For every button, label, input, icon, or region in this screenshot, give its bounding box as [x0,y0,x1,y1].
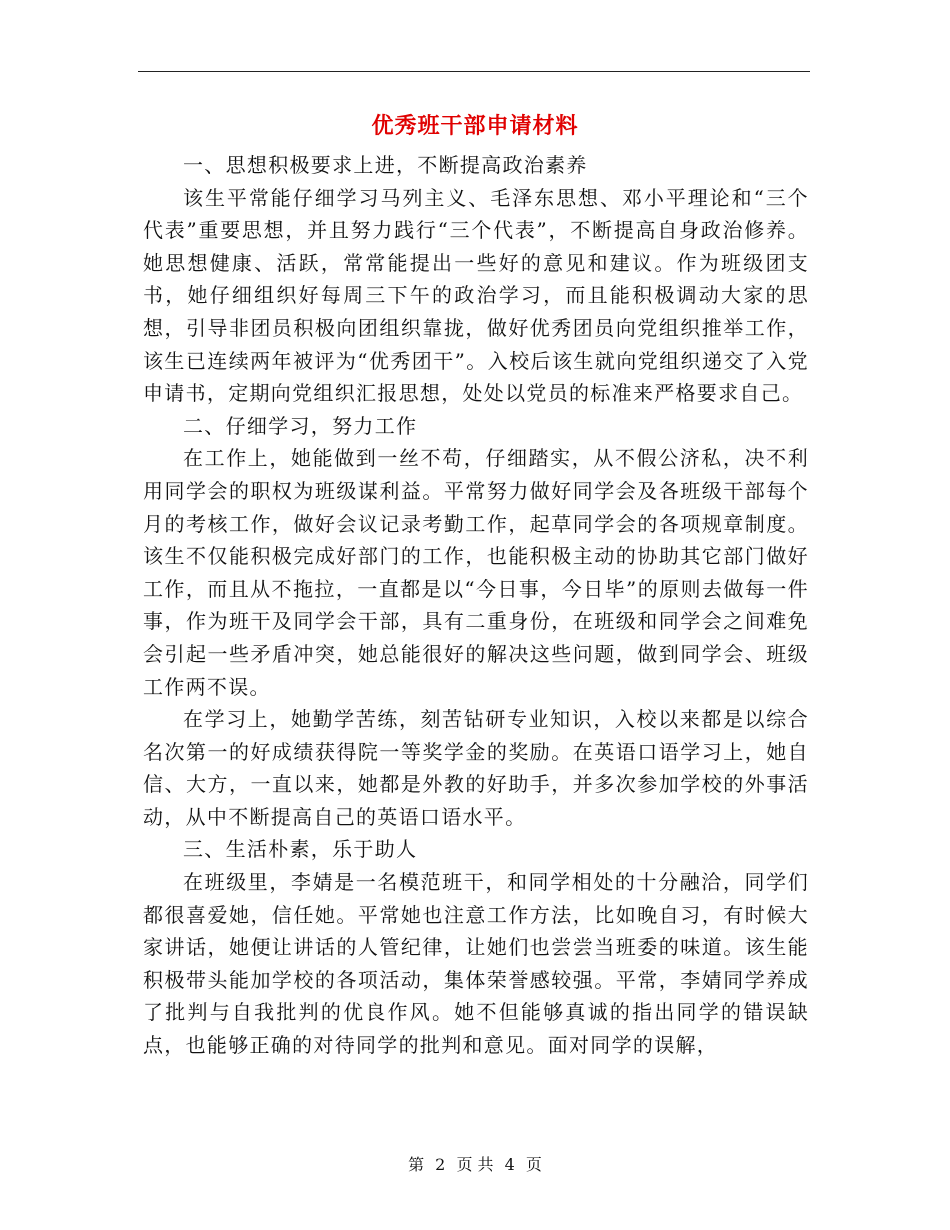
body-paragraph: 在班级里，李婧是一名模范班干，和同学相处的十分融洽，同学们都很喜爱她，信任她。平常她也注意工作方法，比如晚自习，有时候大家讲话，她便让讲话的人管纪律，让她们也尝尝当班委的味道。该生能积极带头能加学校的各项活动，集体荣誉感较强。平常，李婧同学养成了批判与自我批判的优良作风。她不但能够真诚的指出同学的错误缺点，也能够正确的对待同学的批判和意见。面对同学的误解， [143,870,809,1058]
body-paragraph: 在工作上，她能做到一丝不苟，仔细踏实，从不假公济私，决不利用同学会的职权为班级谋利益。平常努力做好同学会及各班级干部每个月的考核工作，做好会议记录考勤工作，起草同学会的各项规章制度。该生不仅能积极完成好部门的工作，也能积极主动的协助其它部门做好工作，而且从不拖拉，一直都是以“今日事，今日毕”的原则去做每一件事，作为班干及同学会干部，具有二重身份，在班级和同学会之间难免会引起一些矛盾冲突，她总能很好的解决这些问题，做到同学会、班级工作两不误。 [143,446,809,699]
body-paragraph: 该生平常能仔细学习马列主义、毛泽东思想、邓小平理论和“三个代表”重要思想，并且努力践行“三个代表”，不断提高自身政治修养。她思想健康、活跃，常常能提出一些好的意见和建议。作为班级团支书，她仔细组织好每周三下午的政治学习，而且能积极调动大家的思想，引导非团员积极向团组织靠拢，做好优秀团员向党组织推举工作，该生已连续两年被评为“优秀团干”。入校后该生就向党组织递交了入党申请书，定期向党组织汇报思想，处处以党员的标准来严格要求自己。 [143,185,809,406]
document-title: 优秀班干部申请材料 [371,113,579,139]
footer-suffix: 页 [525,1155,542,1174]
footer-page-number: 2 [435,1155,446,1174]
section-heading-2: 二、仔细学习，努力工作 [183,413,418,438]
footer-total-pages: 4 [504,1155,515,1174]
body-paragraph: 在学习上，她勤学苦练，刻苦钻研专业知识，入校以来都是以综合名次第一的好成绩获得院一等奖学金的奖励。在英语口语学习上，她自信、大方，一直以来，她都是外教的好助手，并多次参加学校的外事活动，从中不断提高自己的英语口语水平。 [143,707,809,829]
page-footer [0,1154,950,1176]
document-body [143,149,809,1062]
footer-prefix: 第 [408,1155,425,1174]
header-rule [138,71,810,72]
footer-middle: 页 共 [456,1155,494,1174]
section-heading-1: 一、思想积极要求上进，不断提高政治素养 [183,153,588,177]
section-heading-3: 三、生活朴素，乐于助人 [183,837,418,862]
